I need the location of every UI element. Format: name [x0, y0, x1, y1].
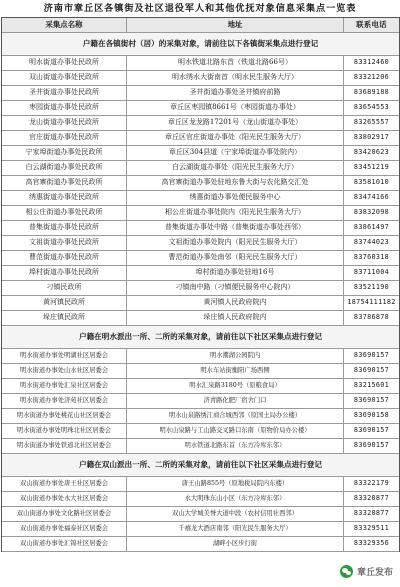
cell-phone: 83832098 — [353, 208, 390, 216]
cell-phone: 83329511 — [353, 524, 390, 532]
table-row — [2, 492, 399, 507]
table-row — [2, 349, 399, 364]
cell-phone: 83420623 — [353, 148, 390, 156]
cell-name: 双山街道办事处唐王社区居委会 — [2, 477, 127, 491]
cell-name: 龙山街道办事处民政所 — [2, 116, 127, 130]
table-row — [2, 507, 399, 522]
cell-address: 双山大学城美誉大道中段（农村信用社西邻） — [127, 507, 344, 521]
cell-address: 章丘区龙龙路17201号（龙山街道办事处） — [127, 116, 344, 130]
cell-name: 明水街道办事处汇泉社区居委会 — [2, 379, 127, 393]
cell-address: 济青路化肥厂宿舍门口 — [127, 394, 344, 408]
cell-phone: 83689188 — [353, 88, 390, 96]
table-row — [2, 86, 399, 101]
table-row — [2, 296, 399, 311]
cell-phone: 18754111182 — [347, 298, 396, 306]
cell-name: 白云湖街道办事处民政所 — [2, 161, 127, 175]
table-row — [2, 477, 399, 492]
section-heading: 户籍在双山派出一所、二所的采集对象，请前往以下社区采集点进行登记 — [2, 454, 399, 477]
cell-name: 普集街道办事处民政所 — [2, 221, 127, 235]
cell-phone: 83690158 — [353, 411, 390, 419]
cell-address: 绣惠街道办事处便民服务中心 — [127, 191, 344, 205]
cell-address: 普集街道办事处中路（普集街道办事处西邻） — [127, 221, 344, 235]
watermark — [337, 564, 396, 579]
cell-name: 双山街道办事处福泰社区居委会 — [2, 522, 127, 536]
table-row — [2, 364, 399, 379]
cell-address: 明水铁道北路东首（东方冷库东邻） — [127, 439, 344, 453]
cell-name: 明水街道办事处铁道北社区居委会 — [2, 439, 127, 453]
cell-address: 文祖街道办事处院内（阳光民生服务大厅） — [127, 236, 344, 250]
table-row — [2, 439, 399, 454]
cell-address: 白云湖街道办事处（阳光民生服务大厅） — [127, 161, 344, 175]
cell-address: 章丘区官庄街道办事处（阳光民生服务大厅） — [127, 131, 344, 145]
table-row — [2, 161, 399, 176]
cell-name: 宁家埠街道办事处民政所 — [2, 146, 127, 160]
cell-address: 千禧龙大酒店南邻（阳光民生服务大厅） — [127, 522, 344, 536]
cell-phone: 83760318 — [353, 253, 390, 261]
cell-phone: 83451219 — [353, 163, 390, 171]
table-row — [2, 71, 399, 86]
table-row — [2, 281, 399, 296]
table-row — [2, 266, 399, 281]
cell-name: 官庄街道办事处民政所 — [2, 131, 127, 145]
table-row — [2, 176, 399, 191]
cell-name: 相公庄街道办事处民政所 — [2, 206, 127, 220]
cell-phone: 83329356 — [353, 539, 390, 547]
cell-phone: 83802917 — [353, 133, 390, 141]
cell-address: 刁镇南中路（刁镇便民服务中心院内） — [127, 281, 344, 295]
cell-phone: 83322179 — [353, 479, 390, 487]
cell-address: 永大明珠东山小区（东方冷库东邻） — [127, 492, 344, 506]
table-row — [2, 101, 399, 116]
header-name: 采集点名称 — [2, 18, 127, 32]
cell-name: 双山街道办事处民政所 — [2, 71, 127, 85]
cell-name: 垛庄镇民政所 — [2, 311, 127, 325]
cell-address: 黄河镇人民政府院内 — [127, 296, 344, 310]
table-body — [2, 33, 399, 552]
cell-phone: 83861497 — [353, 223, 390, 231]
cell-address: 唐王山路855号（原地税局院内东楼） — [127, 477, 344, 491]
cell-address: 明水山泉路绣江商合城西邻（原国土局办公楼） — [127, 409, 344, 423]
cell-phone: 83581010 — [353, 178, 390, 186]
table-row — [2, 522, 399, 537]
cell-name: 明水街道办事处民政所 — [2, 56, 127, 70]
cell-address: 湖畔小区步行街 — [127, 537, 344, 551]
watermark-text: 章丘发布 — [356, 568, 393, 578]
cell-name: 双山街道办事处文化路社区居委会 — [2, 507, 127, 521]
cell-name: 枣园街道办事处民政所 — [2, 101, 127, 115]
cell-phone: 83690157 — [353, 366, 390, 374]
table-row — [2, 311, 399, 326]
table-row — [2, 379, 399, 394]
cell-phone: 83321206 — [353, 73, 390, 81]
table-row — [2, 191, 399, 206]
table-row — [2, 206, 399, 221]
cell-phone: 83654553 — [353, 103, 390, 111]
table-row — [2, 146, 399, 161]
cell-name: 明水街道办事处山水社区居委会 — [2, 364, 127, 378]
cell-phone: 83265557 — [353, 118, 390, 126]
cell-name: 高官寨街道办事处民政所 — [2, 176, 127, 190]
table-row — [2, 236, 399, 251]
document-title: 济南市章丘区各镇街及社区退役军人和其他优抚对象信息采集点一览表 — [43, 3, 357, 14]
cell-address: 高官寨街道办事处驻地东鲁大街与农化路交汇处 — [127, 176, 344, 190]
table-header — [2, 18, 399, 33]
cell-address: 明水山泉路与工山路交叉路口东南（原物价局办公楼） — [127, 424, 344, 438]
cell-phone: 83744023 — [353, 238, 390, 246]
table-row — [2, 409, 399, 424]
cell-phone: 83215601 — [353, 381, 390, 389]
cell-name: 埠村街道办事处民政所 — [2, 266, 127, 280]
cell-phone: 83521190 — [353, 283, 390, 291]
table-row — [2, 131, 399, 146]
table-row — [2, 251, 399, 266]
cell-name: 绣惠街道办事处民政所 — [2, 191, 127, 205]
section-heading: 户籍在各镇街村（居）的采集对象，请前往以下各镇街采集点进行登记 — [2, 33, 399, 56]
header-address: 地址 — [127, 18, 344, 32]
section-heading: 户籍在明水派出一所、二所的采集对象，请前往以下社区采集点进行登记 — [2, 326, 399, 349]
cell-name: 明水街道办事处明珠北社区居委会 — [2, 424, 127, 438]
cell-address: 埠村街道办事处驻地16号 — [127, 266, 344, 280]
table-row — [2, 537, 399, 552]
cell-address: 章丘区304县道（宁家埠街道办事处院内） — [127, 146, 344, 160]
cell-phone: 83690157 — [353, 426, 390, 434]
cell-name: 明水街道办事处济苑社区居委会 — [2, 394, 127, 408]
table-row — [2, 394, 399, 409]
cell-address: 明水车站街衡阳广场西侧 — [127, 364, 344, 378]
cell-phone: 83312460 — [353, 58, 390, 66]
cell-address: 明水潮湖公园院内 — [127, 349, 344, 363]
cell-name: 黄河镇民政所 — [2, 296, 127, 310]
cell-phone: 83320877 — [353, 509, 390, 517]
cell-address: 圣井街道办事处圣井镇府前路 — [127, 86, 344, 100]
cell-address: 垛庄镇人民政府院内 — [127, 311, 344, 325]
cell-phone: 83690157 — [353, 351, 390, 359]
cell-phone: 83320877 — [353, 494, 390, 502]
cell-name: 明水街道办事处桃花山社区居委会 — [2, 409, 127, 423]
table-row — [2, 56, 399, 71]
cell-name: 双山街道办事处汇锦社区居委会 — [2, 537, 127, 551]
cell-name: 圣井街道办事处民政所 — [2, 86, 127, 100]
info-table — [1, 17, 400, 552]
table-row — [2, 424, 399, 439]
table-row — [2, 221, 399, 236]
header-phone: 联系电话 — [356, 20, 387, 29]
cell-phone: 83711004 — [353, 268, 390, 276]
cell-address: 相公庄街道办事处院内（阳光民生服务大厅） — [127, 206, 344, 220]
cell-address: 明水汇泉路3180号（原粮食局） — [127, 379, 344, 393]
cell-phone: 83690157 — [353, 441, 390, 449]
cell-name: 刁镇民政所 — [2, 281, 127, 295]
cell-name: 文祖街道办事处民政所 — [2, 236, 127, 250]
cell-address: 章丘区枣园镇8661号（枣园街道办事处） — [127, 101, 344, 115]
cell-phone: 83786878 — [353, 313, 390, 321]
table-row — [2, 116, 399, 131]
cell-phone: 83690157 — [353, 396, 390, 404]
cell-address: 明水绣水大街南首（明水民生服务大厅） — [127, 71, 344, 85]
wechat-icon — [340, 565, 353, 578]
cell-name: 双山街道办事处永大社区居委会 — [2, 492, 127, 506]
cell-address: 曹范街道办事处南邻（阳光民生服务大厅） — [127, 251, 344, 265]
cell-address: 明水铁道北路东首（铁道北路66号） — [127, 56, 344, 70]
cell-phone: 83474166 — [353, 193, 390, 201]
cell-name: 曹范街道办事处民政所 — [2, 251, 127, 265]
cell-name: 明水街道办事处明湖社区居委会 — [2, 349, 127, 363]
